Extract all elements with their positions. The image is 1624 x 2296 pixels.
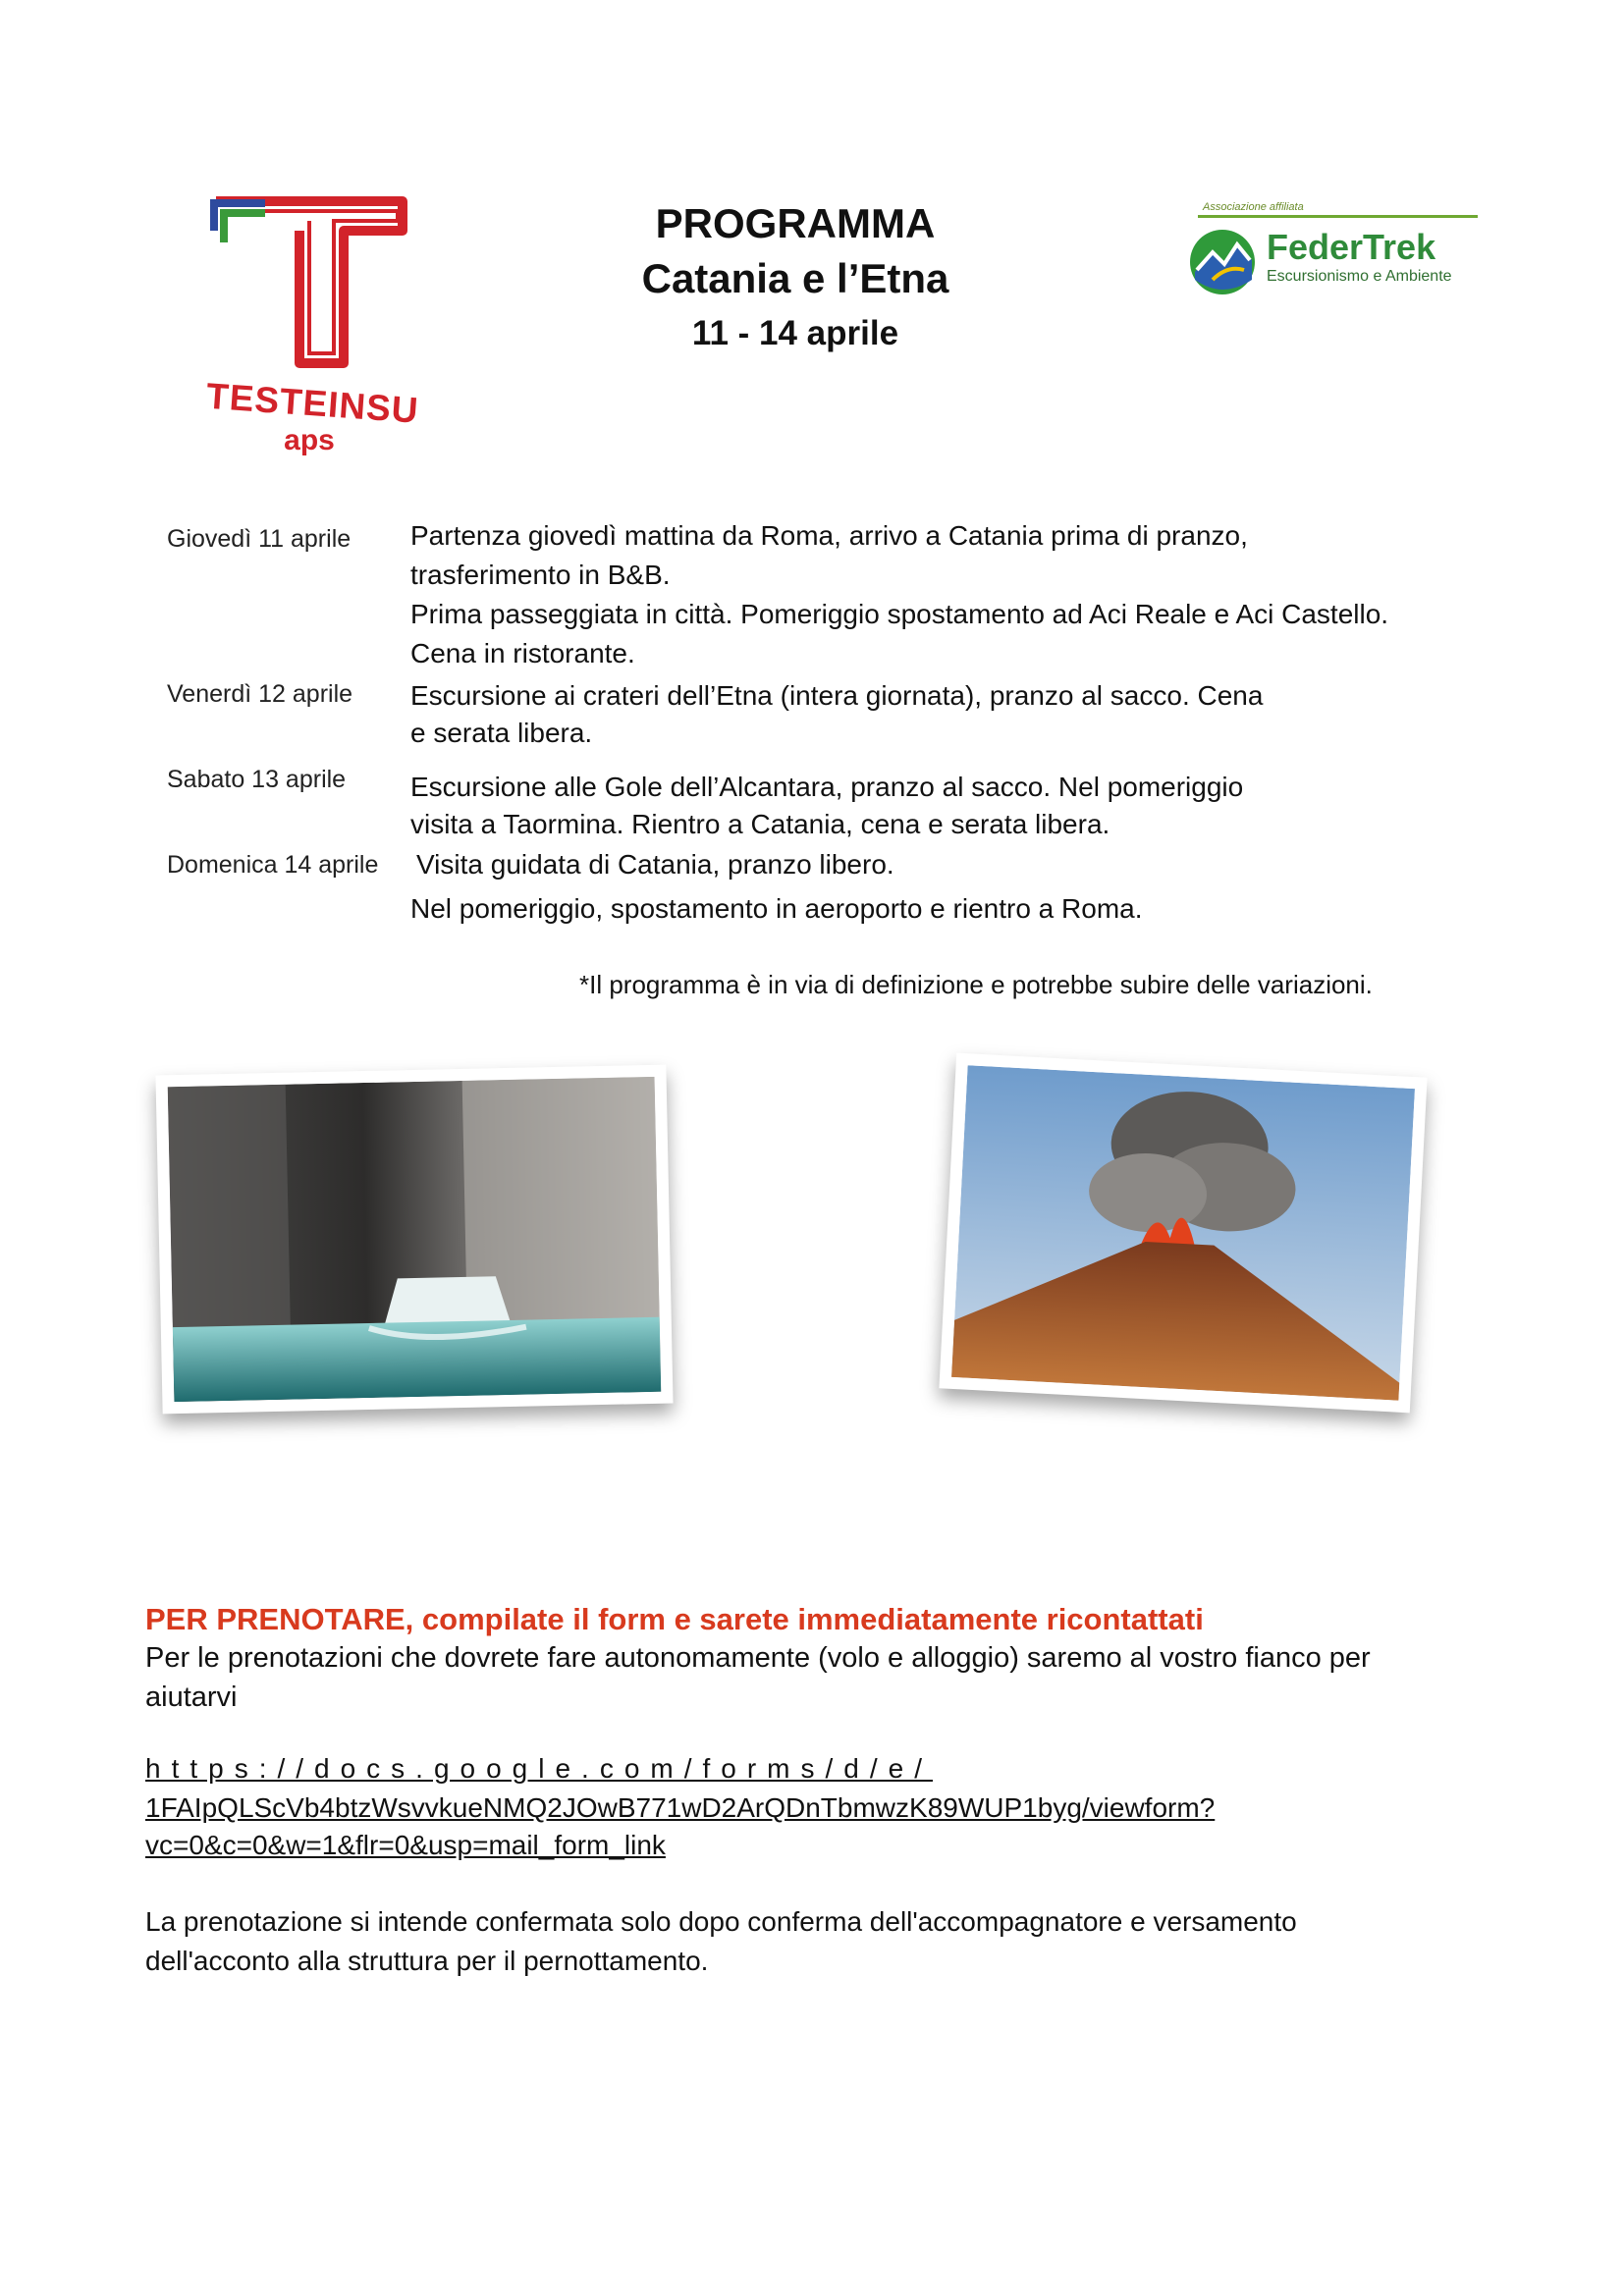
testeinsu-logo — [206, 191, 422, 476]
day-label: Domenica 14 aprile — [167, 851, 379, 879]
federtrek-brand — [1267, 227, 1435, 268]
federtrek-bar — [1198, 215, 1478, 218]
booking-heading: PER PRENOTARE, compilate il form e sarete immediatamente ricontattati — [145, 1602, 1204, 1636]
schedule-line: Nel pomeriggio, spostamento in aeroporto e rientro a Roma. — [410, 893, 1143, 924]
federtrek-tagline: Associazione affiliata — [1203, 201, 1304, 213]
booking-form-link[interactable]: https://docs.google.com/forms/d/e/ — [145, 1753, 933, 1784]
testeinsu-name: TESTEINSU — [204, 375, 420, 431]
schedule-line: Visita guidata di Catania, pranzo libero. — [416, 849, 894, 880]
schedule-line: Partenza giovedì mattina da Roma, arrivo a Catania prima di pranzo, — [410, 520, 1248, 551]
confirmation-text: La prenotazione si intende confermata solo dopo conferma dell'accompagnatore e versamento — [145, 1906, 1297, 1937]
federtrek-emblem-icon — [1183, 221, 1262, 299]
schedule-line: e serata libera. — [410, 718, 593, 748]
page-subtitle: Catania e l’Etna — [641, 255, 949, 301]
day-label: Sabato 13 aprile — [167, 766, 347, 793]
title-block — [550, 196, 1041, 359]
schedule-line: visita a Taormina. Rientro a Catania, cena e serata libera. — [410, 809, 1110, 839]
federtrek-brand-b: Trek — [1363, 227, 1436, 267]
schedule-line: Cena in ristorante. — [410, 638, 635, 668]
confirmation-text: dell'acconto alla struttura per il pernottamento. — [145, 1946, 709, 1976]
schedule-line: Prima passeggiata in città. Pomeriggio spostamento ad Aci Reale e Aci Castello. — [410, 599, 1389, 629]
schedule-line: Escursione alle Gole dell’Alcantara, pranzo al sacco. Nel pomeriggio — [410, 772, 1244, 802]
program-note: *Il programma è in via di definizione e potrebbe subire delle variazioni. — [579, 970, 1373, 999]
federtrek-brand-a: Feder — [1267, 227, 1364, 267]
page-dates: 11 - 14 aprile — [691, 314, 899, 352]
day-label: Venerdì 12 aprile — [167, 680, 353, 708]
booking-subtext: aiutarvi — [145, 1682, 238, 1713]
schedule-line: Escursione ai crateri dell’Etna (intera giornata), pranzo al sacco. Cena — [410, 680, 1264, 711]
page-title: PROGRAMMA — [655, 200, 936, 246]
booking-subtext: Per le prenotazioni che dovrete fare autonomamente (volo e alloggio) saremo al vostro fianco per — [145, 1642, 1371, 1674]
photo-alcantara — [155, 1065, 673, 1415]
testeinsu-t-icon — [206, 191, 422, 378]
federtrek-desc: Escursionismo e Ambiente — [1267, 268, 1452, 285]
schedule-line: trasferimento in B&B. — [410, 560, 671, 590]
day-label: Giovedì 11 aprile — [167, 525, 352, 553]
gorge-waterfall-image — [168, 1077, 662, 1402]
photo-etna — [939, 1053, 1427, 1414]
booking-form-link[interactable]: vc=0&c=0&w=1&flr=0&usp=mail_form_link — [145, 1830, 666, 1860]
volcano-eruption-image — [951, 1065, 1415, 1400]
federtrek-logo — [1183, 201, 1483, 299]
testeinsu-sub: aps — [284, 424, 335, 456]
booking-form-link[interactable]: 1FAIpQLScVb4btzWsvvkueNMQ2JOwB771wD2ArQDnTbmwzK89WUP1byg/viewform? — [145, 1792, 1216, 1823]
